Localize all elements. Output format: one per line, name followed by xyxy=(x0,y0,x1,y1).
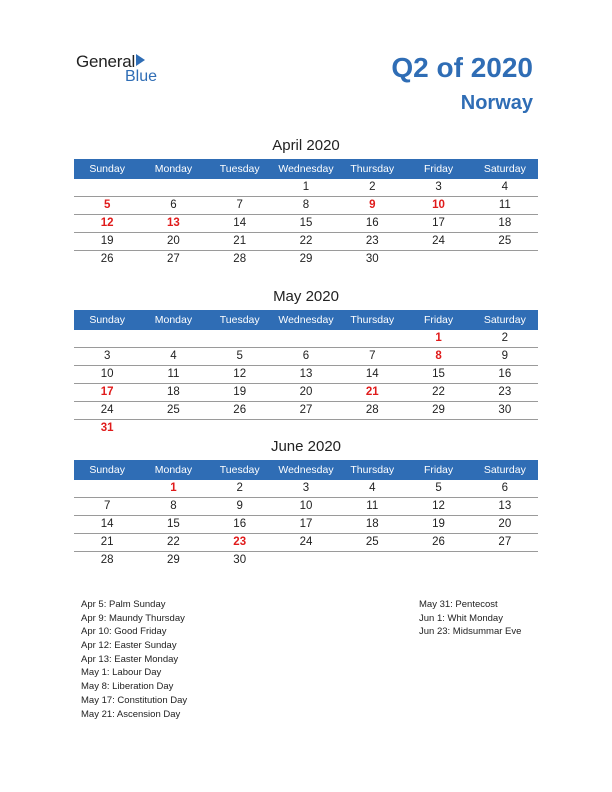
logo-general-text: General xyxy=(76,52,136,71)
day-cell: 6 xyxy=(302,350,310,362)
day-cell xyxy=(339,420,405,437)
day-cell: 16 xyxy=(498,368,512,380)
weekday-label: Monday xyxy=(154,163,193,175)
weekday-label: Sunday xyxy=(89,163,125,175)
day-cell: 7 xyxy=(236,199,243,211)
day-cell: 7 xyxy=(103,500,111,512)
weekday-label: Friday xyxy=(423,314,454,326)
day-cell: 5 xyxy=(236,350,243,362)
day-cell: 19 xyxy=(100,235,114,247)
holiday-day-cell: 1 xyxy=(170,482,177,494)
day-cell: 20 xyxy=(167,235,180,247)
day-cell: 9 xyxy=(236,500,243,512)
month-june xyxy=(74,436,538,569)
holiday-note: May 1: Labour Day xyxy=(81,667,162,679)
day-cell: 6 xyxy=(501,482,509,494)
month-title: May 2020 xyxy=(273,288,339,305)
day-cell: 20 xyxy=(299,386,313,398)
holiday-day-cell: 9 xyxy=(369,199,376,211)
day-cell: 26 xyxy=(233,404,247,416)
holiday-note: May 31: Pentecost xyxy=(419,599,498,610)
weekday-label: Thursday xyxy=(350,314,395,326)
holiday-note: Jun 1: Whit Monday xyxy=(419,612,503,624)
weekday-label: Wednesday xyxy=(278,314,334,326)
holiday-day-cell: 17 xyxy=(100,386,114,398)
day-cell xyxy=(472,251,538,268)
week-row xyxy=(74,215,538,233)
week-row xyxy=(74,330,538,348)
day-cell xyxy=(339,330,405,347)
day-cell: 28 xyxy=(100,554,114,566)
day-cell: 29 xyxy=(432,404,445,416)
holiday-day-cell: 23 xyxy=(233,536,247,548)
day-cell xyxy=(207,420,273,437)
holiday-note: May 17: Constitution Day xyxy=(81,694,188,706)
day-cell: 14 xyxy=(100,518,114,530)
day-cell: 3 xyxy=(103,350,111,362)
holiday-day-cell: 31 xyxy=(100,422,114,434)
day-cell: 7 xyxy=(369,350,376,362)
holiday-note: Apr 13: Easter Monday xyxy=(81,653,179,665)
month-april xyxy=(74,135,538,268)
day-cell xyxy=(273,420,339,437)
day-cell xyxy=(140,420,206,437)
day-cell: 17 xyxy=(432,217,445,229)
week-row xyxy=(74,498,538,516)
day-cell: 16 xyxy=(365,217,379,229)
week-row xyxy=(74,480,538,498)
day-cell: 5 xyxy=(435,482,442,494)
day-cell: 18 xyxy=(498,217,512,229)
holiday-day-cell: 21 xyxy=(365,386,379,398)
day-cell: 4 xyxy=(369,482,376,494)
day-cell: 28 xyxy=(365,404,379,416)
day-cell: 1 xyxy=(302,181,310,193)
day-cell: 30 xyxy=(365,253,379,265)
day-cell xyxy=(207,330,273,347)
day-cell xyxy=(140,179,206,196)
day-cell: 13 xyxy=(498,500,512,512)
day-cell: 15 xyxy=(432,368,445,380)
weekday-label: Wednesday xyxy=(278,464,334,476)
day-cell: 4 xyxy=(170,350,177,362)
weekday-label: Saturday xyxy=(483,163,526,175)
day-cell: 25 xyxy=(167,404,180,416)
weekday-label: Friday xyxy=(423,464,454,476)
holiday-day-cell: 1 xyxy=(435,332,442,344)
weekday-header-row xyxy=(74,460,538,480)
week-row xyxy=(74,420,538,437)
day-cell: 18 xyxy=(365,518,379,530)
month-may xyxy=(74,286,538,437)
day-cell: 2 xyxy=(501,332,509,344)
day-cell: 30 xyxy=(233,554,247,566)
week-row xyxy=(74,251,538,268)
week-row xyxy=(74,179,538,197)
weekday-label: Saturday xyxy=(483,464,526,476)
day-cell xyxy=(405,552,471,569)
holiday-day-cell: 10 xyxy=(432,199,445,211)
day-cell: 15 xyxy=(299,217,313,229)
day-cell xyxy=(339,552,405,569)
holiday-day-cell: 5 xyxy=(103,199,111,211)
day-cell: 13 xyxy=(299,368,313,380)
week-row xyxy=(74,402,538,420)
page-title: Q2 of 2020 xyxy=(391,52,533,83)
day-cell xyxy=(207,179,273,196)
holiday-note: May 21: Ascension Day xyxy=(81,708,181,720)
day-cell: 23 xyxy=(365,235,379,247)
week-row xyxy=(74,552,538,569)
day-cell xyxy=(74,330,140,347)
weekday-header-row xyxy=(74,159,538,179)
day-cell: 22 xyxy=(167,536,180,548)
weekday-label: Tuesday xyxy=(219,464,260,476)
day-cell: 12 xyxy=(233,368,247,380)
day-cell: 26 xyxy=(432,536,445,548)
weekday-label: Friday xyxy=(423,163,454,175)
weekday-label: Saturday xyxy=(483,314,526,326)
day-cell xyxy=(472,552,538,569)
day-cell: 27 xyxy=(498,536,512,548)
week-row xyxy=(74,384,538,402)
month-title: April 2020 xyxy=(272,137,340,154)
day-cell: 19 xyxy=(432,518,445,530)
month-title: June 2020 xyxy=(270,438,342,455)
day-cell xyxy=(405,251,471,268)
day-cell: 21 xyxy=(100,536,114,548)
day-cell: 25 xyxy=(365,536,379,548)
logo-triangle-icon xyxy=(136,54,145,66)
day-cell: 15 xyxy=(167,518,180,530)
day-cell: 11 xyxy=(366,500,379,512)
day-cell: 17 xyxy=(299,518,313,530)
day-cell: 29 xyxy=(167,554,180,566)
week-row xyxy=(74,197,538,215)
day-cell: 28 xyxy=(233,253,247,265)
weekday-label: Tuesday xyxy=(219,163,260,175)
day-cell: 19 xyxy=(233,386,247,398)
day-cell xyxy=(140,330,206,347)
holiday-note: Apr 12: Easter Sunday xyxy=(81,640,177,652)
day-cell: 25 xyxy=(498,235,512,247)
day-cell: 16 xyxy=(233,518,247,530)
day-cell xyxy=(472,420,538,437)
holiday-day-cell: 8 xyxy=(435,350,442,362)
logo-blue-text: Blue xyxy=(125,68,158,85)
weekday-label: Monday xyxy=(154,464,193,476)
weekday-label: Wednesday xyxy=(278,163,334,175)
holiday-notes-right xyxy=(419,598,521,639)
day-cell: 27 xyxy=(167,253,180,265)
week-row xyxy=(74,516,538,534)
day-cell xyxy=(405,420,471,437)
week-row xyxy=(74,366,538,384)
day-cell: 10 xyxy=(100,368,114,380)
weekday-label: Thursday xyxy=(350,163,395,175)
holiday-note: Jun 23: Midsummar Eve xyxy=(419,626,522,638)
day-cell: 4 xyxy=(501,181,509,193)
day-cell: 27 xyxy=(299,404,313,416)
day-cell: 12 xyxy=(432,500,445,512)
day-cell: 10 xyxy=(299,500,313,512)
day-cell: 24 xyxy=(432,235,445,247)
day-cell: 9 xyxy=(501,350,509,362)
week-row xyxy=(74,348,538,366)
weekday-header-row xyxy=(74,310,538,330)
weekday-label: Sunday xyxy=(89,314,125,326)
weekday-label: Monday xyxy=(154,314,193,326)
day-cell: 30 xyxy=(498,404,512,416)
weekday-label: Thursday xyxy=(350,464,395,476)
day-cell: 29 xyxy=(299,253,313,265)
day-cell: 22 xyxy=(432,386,445,398)
day-cell: 24 xyxy=(100,404,114,416)
day-cell: 14 xyxy=(365,368,379,380)
day-cell: 23 xyxy=(498,386,512,398)
country-name: Norway xyxy=(460,92,533,114)
logo xyxy=(76,52,186,92)
day-cell xyxy=(273,552,339,569)
weekday-label: Sunday xyxy=(89,464,125,476)
day-cell: 6 xyxy=(170,199,177,211)
day-cell xyxy=(74,179,140,196)
week-row xyxy=(74,534,538,552)
day-cell: 3 xyxy=(302,482,310,494)
day-cell xyxy=(74,480,140,497)
day-cell: 3 xyxy=(435,181,442,193)
day-cell: 2 xyxy=(369,181,376,193)
day-cell: 26 xyxy=(100,253,114,265)
holiday-notes-left xyxy=(81,598,187,721)
day-cell: 24 xyxy=(299,536,313,548)
holiday-day-cell: 12 xyxy=(100,217,114,229)
week-row xyxy=(74,233,538,251)
day-cell: 18 xyxy=(167,386,180,398)
day-cell: 8 xyxy=(302,199,310,211)
weekday-label: Tuesday xyxy=(219,314,260,326)
day-cell: 22 xyxy=(299,235,313,247)
day-cell: 11 xyxy=(167,368,180,380)
holiday-note: Apr 10: Good Friday xyxy=(81,626,167,638)
day-cell: 11 xyxy=(498,199,511,211)
day-cell: 21 xyxy=(233,235,247,247)
holiday-note: May 8: Liberation Day xyxy=(81,681,174,693)
day-cell: 8 xyxy=(170,500,177,512)
holiday-note: Apr 9: Maundy Thursday xyxy=(81,612,185,624)
holiday-day-cell: 13 xyxy=(167,217,180,229)
holiday-note: Apr 5: Palm Sunday xyxy=(81,599,166,610)
day-cell: 2 xyxy=(236,482,243,494)
day-cell xyxy=(273,330,339,347)
day-cell: 20 xyxy=(498,518,512,530)
day-cell: 14 xyxy=(233,217,247,229)
